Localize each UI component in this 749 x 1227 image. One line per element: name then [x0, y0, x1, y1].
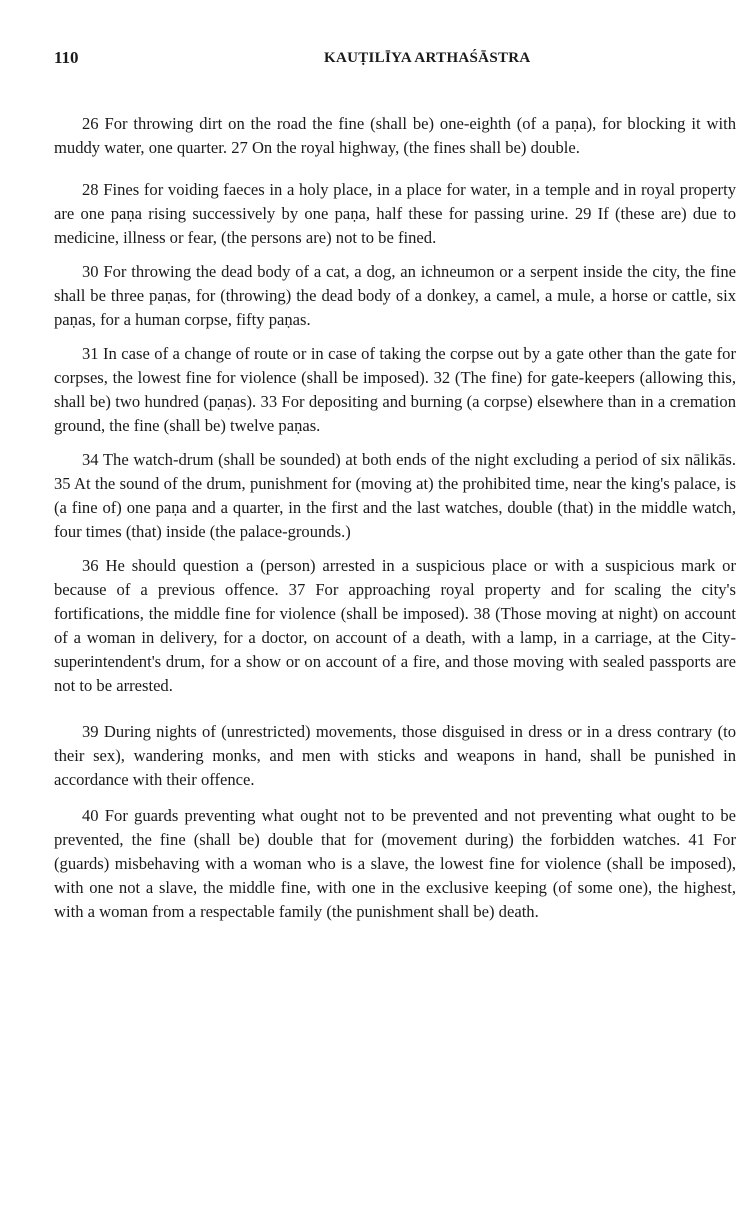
page-number: 110	[54, 48, 79, 67]
running-title: KAUṬILĪYA ARTHAŚĀSTRA	[324, 50, 531, 66]
paragraph-28-29: 28 Fines for voiding faeces in a holy place, in a place for water, in a temple and in royal property are one paṇa rising successively by one paṇa, half these for passing urine. 29 If (these are) due to medicine, illness or fear, (the persons are) not to be fined.	[54, 180, 736, 247]
paragraph-36-38: 36 He should question a (person) arrested in a suspicious place or with a suspicious mark or because of a previous offence. 37 For approaching royal property and for scaling the city's fortifications, the middle fine for violence (shall be imposed). 38 (Those moving at night) on account of a woman in delivery, for a doctor, on account of a death, with a lamp, in a carriage, at the City-superintendent's drum, for a show or on account of a fire, and those moving with sealed passports are not to be arrested.	[54, 556, 736, 695]
paragraph-30: 30 For throwing the dead body of a cat, a dog, an ichneumon or a serpent inside the city, the fine shall be three paṇas, for (throwing) the dead body of a donkey, a camel, a mule, a horse or cattle, six paṇas, for a human corpse, fifty paṇas.	[54, 262, 736, 329]
page-body	[54, 112, 736, 924]
paragraph-31-33: 31 In case of a change of route or in case of taking the corpse out by a gate other than the gate for corpses, the lowest fine for violence (shall be imposed). 32 (The fine) for gate-keepers (allowing this, shall be) two hundred (paṇas). 33 For depositing and burning (a corpse) elsewhere than in a cremation ground, the fine (shall be) twelve paṇas.	[54, 344, 736, 435]
paragraph-40-41: 40 For guards preventing what ought not to be prevented and not preventing what ought to be prevented, the fine (shall be) double that for (movement during) the forbidden watches. 41 For (guards) misbehaving with a woman who is a slave, the lowest fine for violence (shall be imposed), with one not a slave, the middle fine, with one in the exclusive keeping (of some one), the highest, with a woman from a respectable family (the punishment shall be) death.	[54, 806, 736, 921]
paragraph-26-27: 26 For throwing dirt on the road the fine (shall be) one-eighth (of a paṇa), for blocking it with muddy water, one quarter. 27 On the royal highway, (the fines shall be) double.	[54, 114, 736, 157]
paragraph-39: 39 During nights of (unrestricted) movements, those disguised in dress or in a dress contrary (to their sex), wandering monks, and men with sticks and weapons in hand, shall be punished in accordance with their offence.	[54, 722, 736, 789]
page-header	[54, 48, 729, 72]
paragraph-34-35: 34 The watch-drum (shall be sounded) at both ends of the night excluding a period of six nālikās. 35 At the sound of the drum, punishment for (moving at) the prohibited time, near the king's palace, is (a fine of) one paṇa and a quarter, in the first and the last watches, double (that) in the middle watch, four times (that) inside (the palace-grounds.)	[54, 450, 736, 541]
